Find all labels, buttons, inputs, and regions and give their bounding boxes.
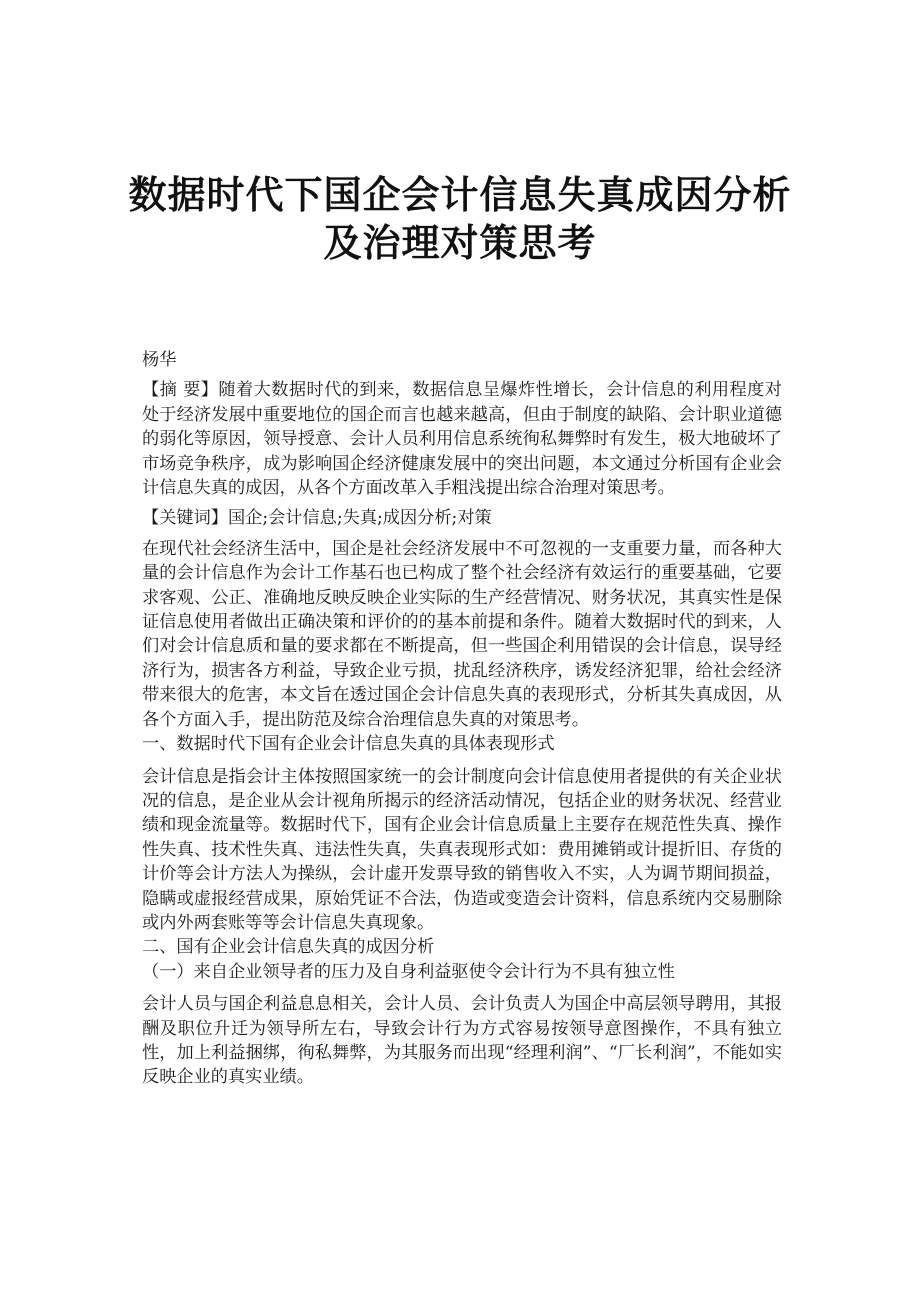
- section-1-heading: 一、数据时代下国有企业会计信息失真的具体表现形式: [142, 734, 555, 755]
- document-title-line-2: 及治理对策思考: [323, 220, 597, 265]
- subsection-1-heading: （一）来自企业领导者的压力及自身利益驱使令会计行为不具有独立性: [142, 961, 675, 982]
- abstract-paragraph: 【摘 要】随着大数据时代的到来，数据信息呈爆炸性增长，会计信息的利用程度对处于经济发展中重要地位的国企而言也越来越高，但由于制度的缺陷、会计职业道德的弱化等原因，领导授意、会计人员利用信息系统徇私舞弊时有发生，极大地破坏了市场竞争秩序，成为影响国企经济健康发展中的突出问题，本文通过分析国有企业会计信息失真的成因，从各个方面改革入手粗浅提出综合治理对策思考。: [142, 380, 782, 499]
- section-1-paragraph: 会计信息是指会计主体按照国家统一的会计制度向会计信息使用者提供的有关企业状况的信息，是企业从会计视角所揭示的经济活动情况，包括企业的财务状况、经营业绩和现金流量等。数据时代下，国有企业会计信息质量上主要存在规范性失真、操作性失真、技术性失真、违法性失真，失真表现形式如：费用摊销或计提折旧、存货的计价等会计方法人为操纵，会计虚开发票导致的销售收入不实，人为调节期间损益，隐瞒或虚报经营成果，原始凭证不合法，伪造或变造会计资料，信息系统内交易删除或内外两套账等等会计信息失真现象。: [142, 766, 782, 933]
- section-2-heading: 二、国有企业会计信息失真的成因分析: [142, 937, 435, 958]
- document-body: [142, 348, 782, 1090]
- intro-paragraph: 在现代社会经济生活中，国企是社会经济发展中不可忽视的一支重要力量，而各种大量的会计信息作为会计工作基石也已构成了整个社会经济有效运行的重要基础，它要求客观、公正、准确地反映反映企业实际的生产经营情况、财务状况，其真实性是保证信息使用者做出正确决策和评价的的基本前提和条件。随着大数据时代的到来，人们对会计信息质和量的要求都在不断提高，但一些国企利用错误的会计信息，误导经济行为，损害各方利益，导致企业亏损，扰乱经济秩序，诱发经济犯罪，给社会经济带来很大的危害，本文旨在透过国企会计信息失真的表现形式，分析其失真成因，从各个方面入手，提出防范及综合治理信息失真的对策思考。: [142, 538, 782, 730]
- subsection-1-paragraph: 会计人员与国企利益息息相关，会计人员、会计负责人为国企中高层领导聘用，其报酬及职位升迁为领导所左右，导致会计行为方式容易按领导意图操作，不具有独立性，加上利益捆绑，徇私舞弊，为其服务而出现“经理利润”、“厂长利润”，不能如实反映企业的真实业绩。: [142, 994, 782, 1088]
- keywords-line: 【关键词】国企;会计信息;失真;成因分析;对策: [142, 508, 492, 529]
- author: 杨华: [142, 350, 177, 370]
- document-title-line-1: 数据时代下国企会计信息失真成因分析: [128, 172, 792, 217]
